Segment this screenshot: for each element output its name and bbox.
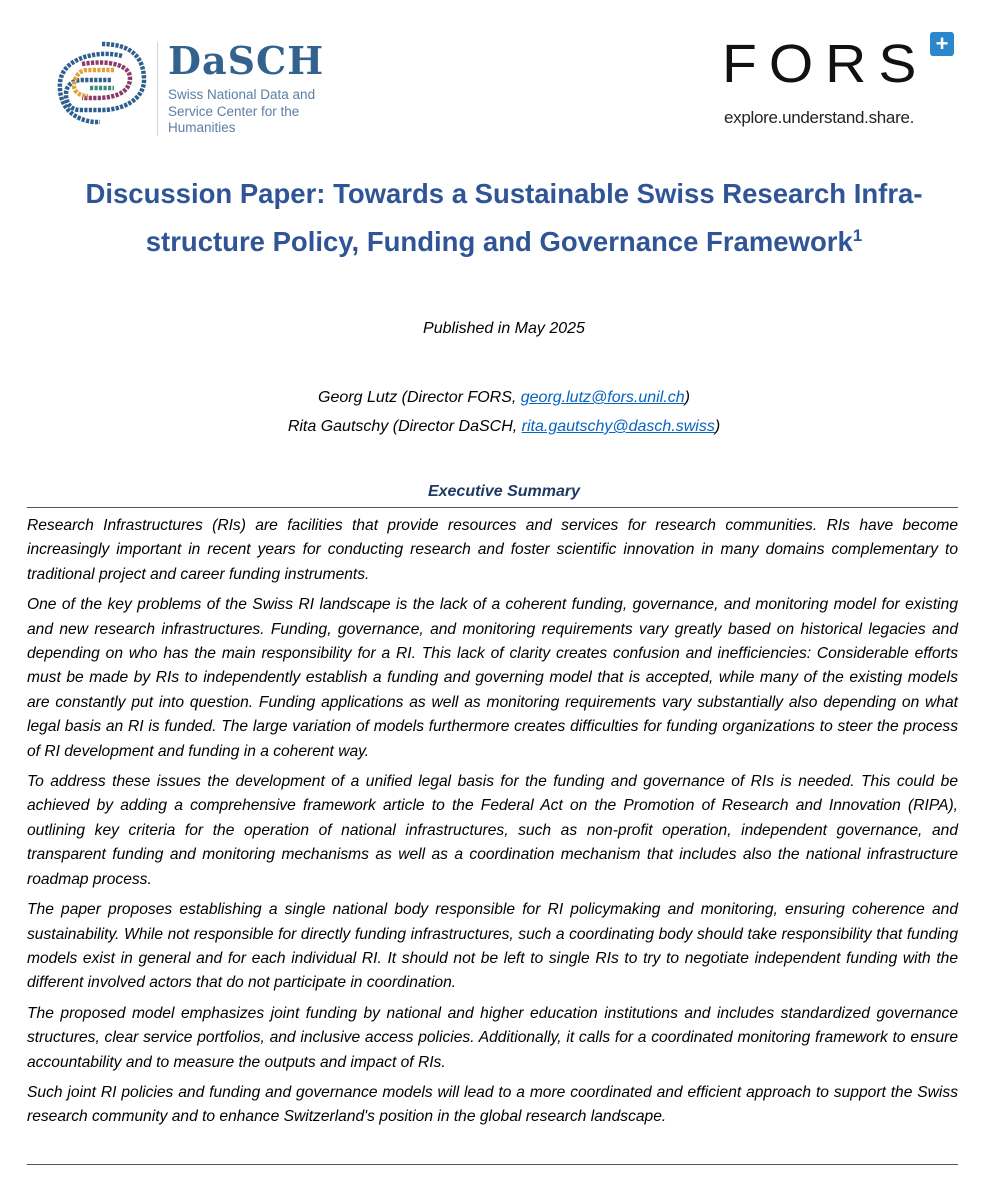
publication-date: Published in May 2025 [423,320,585,337]
summary-paragraph: To address these issues the development of a unified legal basis for the funding and governance of RIs is needed. This could be achieved by adding a comprehensive framework article to the Federal Act on the Promotion of Research and Innovation (RIPA), outlining key criteria for the operation of national infrastructures, such as non-profit operation, independent governance, and transparent funding and monitoring mechanisms as well as a coordination mechanism that includes also the national infrastructure roadmap process. [27,773,958,888]
summary-paragraph: Such joint RI policies and funding and governance models will lead to a more coordinated and efficient approach to support the Swiss research community and to enhance Switzerland's position in the global research landscape. [27,1083,958,1126]
executive-summary-body [27,514,958,1136]
dasch-logo-name: DaSCH [168,38,325,83]
author-line [0,412,1008,441]
executive-summary-heading: Executive Summary [427,483,581,500]
fors-logo-name: FORS [722,33,929,95]
author-suffix: ) [684,389,690,406]
summary-paragraph: The paper proposes establishing a single national body responsible for RI policymaking and monitoring, ensuring coherence and sustainability. While not responsible for directly funding infrastructures, such a coordinating body should take responsibility that funding models exist in general and for each individual RI. It should not be left to single RIs to try to negotiate independent funding with the different involved actors that do not participate in coordination. [27,901,958,992]
author-suffix: ) [714,418,721,435]
dasch-logo-subtitle [168,87,315,137]
summary-paragraph: Research Infrastructures (RIs) are facilities that provide resources and services for research communities. RIs have become increasingly important in recent years for conducting research and foster scientific innovation in many domains complementary to traditional project and career funding instruments. [27,517,958,583]
logo-divider [157,42,158,136]
author-name: Rita Gautschy (Director DaSCH, [287,418,522,435]
title-line-1: Discussion Paper: Towards a Sustainable Swiss Research Infra- [85,178,923,209]
dasch-subtitle-line: Service Center for the [168,103,300,119]
page-title [0,170,1008,266]
summary-bottom-rule [27,1164,958,1165]
fors-logo-tagline: explore.understand.share. [724,108,915,127]
author-line [0,383,1008,412]
summary-top-rule [27,507,958,508]
title-line-2 [0,218,1008,266]
author-name: Georg Lutz (Director FORS, [318,389,521,406]
dasch-subtitle-line: Humanities [168,120,236,135]
plus-icon: + [930,32,954,56]
authors [0,383,1008,441]
footnote-mark[interactable]: 1 [852,226,863,245]
dasch-subtitle-line: Swiss National Data and [168,87,316,102]
author-email-link[interactable]: rita.gautschy@dasch.swiss [521,418,715,435]
summary-paragraph: The proposed model emphasizes joint funding by national and higher education institutions and includes standardized governance structures, clear service portfolios, and inclusive access policies. Additionally, it calls for a coordinated monitoring framework to ensure accountability and to measure the outputs and impact of RIs. [27,1004,958,1071]
dasch-logo-mark [52,38,162,138]
summary-paragraph: One of the key problems of the Swiss RI landscape is the lack of a coherent funding, governance, and monitoring model for existing and new research infrastructures. Funding, governance, and monitoring requirements vary greatly based on historical legacies and depending on who has the main responsibility for a RI. This lack of clarity creates confusion and inefficiencies: Considerable efforts must be made by RIs to independently establish a funding and governing model that is accepted, while many of the existing models are constantly put into question. Funding applications as well as monitoring requirements vary substantially also depending on what legal basis an RI is funded. The large variation of models furthermore creates difficulties for funding organizations to steer the process of RI development and funding in a coherent way. [27,596,958,760]
title-line-2-text: structure Policy, Funding and Governance Framework [145,226,853,257]
author-email-link[interactable]: georg.lutz@fors.unil.ch [520,389,685,406]
